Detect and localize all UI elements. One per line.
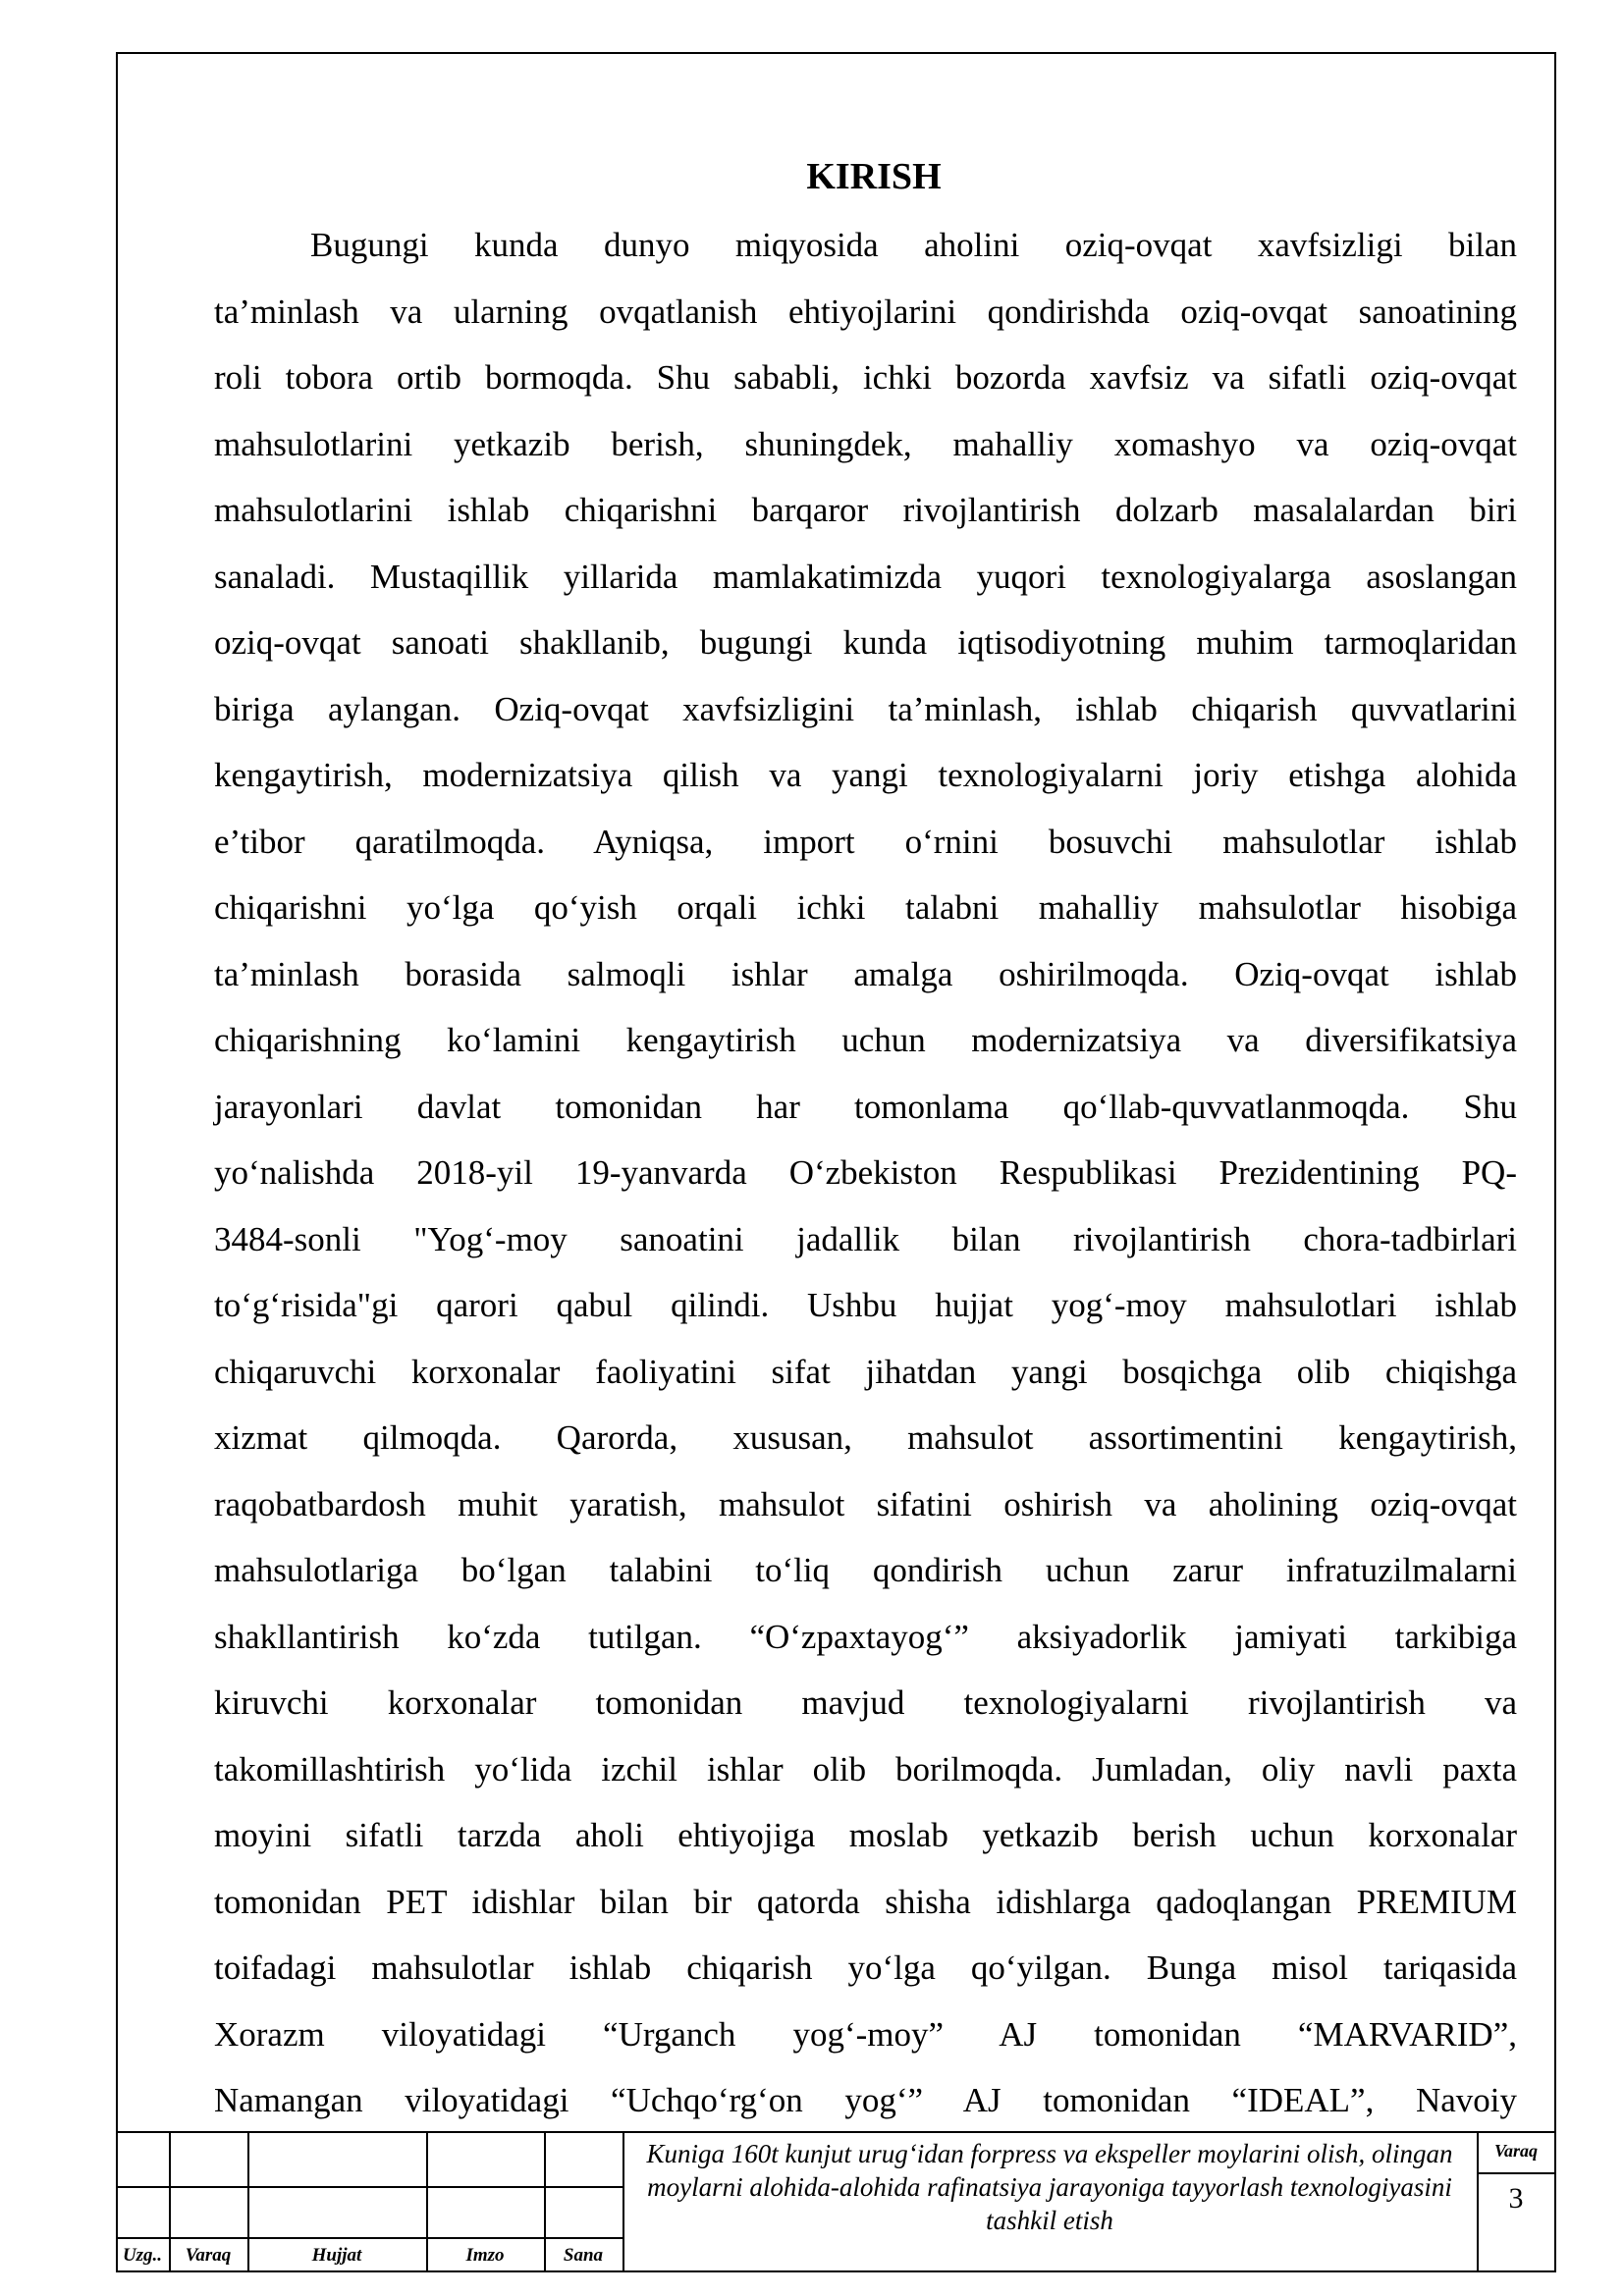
stamp-col-uzg: Uzg.. xyxy=(122,2245,163,2266)
text-line: oziq-ovqat sanoati shakllanib, bugungi kunda iqtisodiyotning muhim tarmoqlaridan xyxy=(214,623,1517,662)
text-line: chiqaruvchi korxonalar faoliyatini sifat jihatdan yangi bosqichga olib chiqishga xyxy=(214,1352,1517,1391)
text-line: shakllantirish ko‘zda tutilgan. “O‘zpaxtayog‘” aksiyadorlik jamiyati tarkibiga xyxy=(214,1617,1517,1656)
document-title: Kuniga 160t kunjut urug‘idan forpress va ekspeller moylarini olish, olingan moylarni alohida-alohida rafinatsiya jarayoniga tayyorlash texnologiyasini tashkil etish xyxy=(646,2139,1453,2235)
text-line: sanaladi. Mustaqillik yillarida mamlakatimizda yuqori texnologiyalarga asoslangan xyxy=(214,557,1517,596)
text-line: 3484-sonli "Yog‘-moy sanoatini jadallik bilan rivojlantirish chora-tadbirlari xyxy=(214,1219,1517,1258)
stamp-col-imzo: Imzo xyxy=(465,2245,505,2266)
text-line: to‘g‘risida"gi qarori qabul qilindi. Ushbu hujjat yog‘-moy mahsulotlari ishlab xyxy=(214,1286,1517,1324)
text-line: xizmat qilmoqda. Qarorda, xususan, mahsulot assortimentini kengaytirish, xyxy=(214,1418,1517,1457)
text-line: biriga aylangan. Oziq-ovqat xavfsizligini ta’minlash, ishlab chiqarish quvvatlarini xyxy=(214,689,1517,728)
text-line: Namangan viloyatidagi “Uchqo‘rg‘on yog‘” AJ tomonidan “IDEAL”, Navoiy xyxy=(214,2081,1517,2119)
text-line: raqobatbardosh muhit yaratish, mahsulot sifatini oshirish va aholining oziq-ovqat xyxy=(214,1484,1517,1523)
text-line: e’tibor qaratilmoqda. Ayniqsa, import o‘rnini bosuvchi mahsulotlar ishlab xyxy=(214,822,1517,861)
text-line: yo‘nalishda 2018-yil 19-yanvarda O‘zbekiston Respublikasi Prezidentining PQ- xyxy=(214,1153,1517,1192)
text-line: jarayonlari davlat tomonidan har tomonlama qo‘llab-quvvatlanmoqda. Shu xyxy=(214,1087,1517,1126)
text-line: kiruvchi korxonalar tomonidan mavjud texnologiyalarni rivojlantirish va xyxy=(214,1683,1517,1722)
text-line: mahsulotlarini yetkazib berish, shuningdek, mahalliy xomashyo va oziq-ovqat xyxy=(214,424,1517,463)
text-line: Bugungi kunda dunyo miqyosida aholini oziq-ovqat xavfsizligi bilan xyxy=(310,226,1517,264)
text-line: mahsulotlariga bo‘lgan talabini to‘liq qondirish uchun zarur infratuzilmalarni xyxy=(214,1551,1517,1589)
stamp-col-sana: Sana xyxy=(563,2245,604,2266)
text-line: chiqarishning ko‘lamini kengaytirish uchun modernizatsiya va diversifikatsiya xyxy=(214,1021,1517,1059)
text-line: mahsulotlarini ishlab chiqarishni barqaror rivojlantirish dolzarb masalalardan biri xyxy=(214,491,1517,529)
text-line: roli tobora ortib bormoqda. Shu sababli, ichki bozorda xavfsiz va sifatli oziq-ovqat xyxy=(214,358,1517,397)
body-paragraph xyxy=(214,212,1517,2134)
text-line: chiqarishni yo‘lga qo‘yish orqali ichki talabni mahalliy mahsulotlar hisobiga xyxy=(214,888,1517,927)
text-line: moyini sifatli tarzda aholi ehtiyojiga moslab yetkazib berish uchun korxonalar xyxy=(214,1816,1517,1854)
stamp-col-varaq: Varaq xyxy=(185,2245,232,2266)
text-line: tomonidan PET idishlar bilan bir qatorda shisha idishlarga qadoqlangan PREMIUM xyxy=(214,1882,1517,1921)
text-line: kengaytirish, modernizatsiya qilish va yangi texnologiyalarni joriy etishga alohida xyxy=(214,756,1517,794)
text-line: ta’minlash va ularning ovqatlanish ehtiyojlarini qondirishda oziq-ovqat sanoatining xyxy=(214,292,1517,331)
section-heading: KIRISH xyxy=(806,156,942,197)
page-number: 3 xyxy=(1508,2182,1524,2215)
text-line: takomillashtirish yo‘lida izchil ishlar olib borilmoqda. Jumladan, oliy navli paxta xyxy=(214,1749,1517,1789)
title-block-stamp xyxy=(116,2131,1556,2272)
text-line: ta’minlash borasida salmoqli ishlar amalga oshirilmoqda. Oziq-ovqat ishlab xyxy=(214,954,1517,993)
text-line: Xorazm viloyatidagi “Urganch yog‘-moy” AJ tomonidan “MARVARID”, xyxy=(214,2014,1517,2054)
text-line: toifadagi mahsulotlar ishlab chiqarish yo‘lga qo‘yilgan. Bunga misol tariqasida xyxy=(214,1949,1517,1987)
page-label: Varaq xyxy=(1493,2141,1538,2161)
stamp-col-hujjat: Hujjat xyxy=(311,2245,362,2266)
